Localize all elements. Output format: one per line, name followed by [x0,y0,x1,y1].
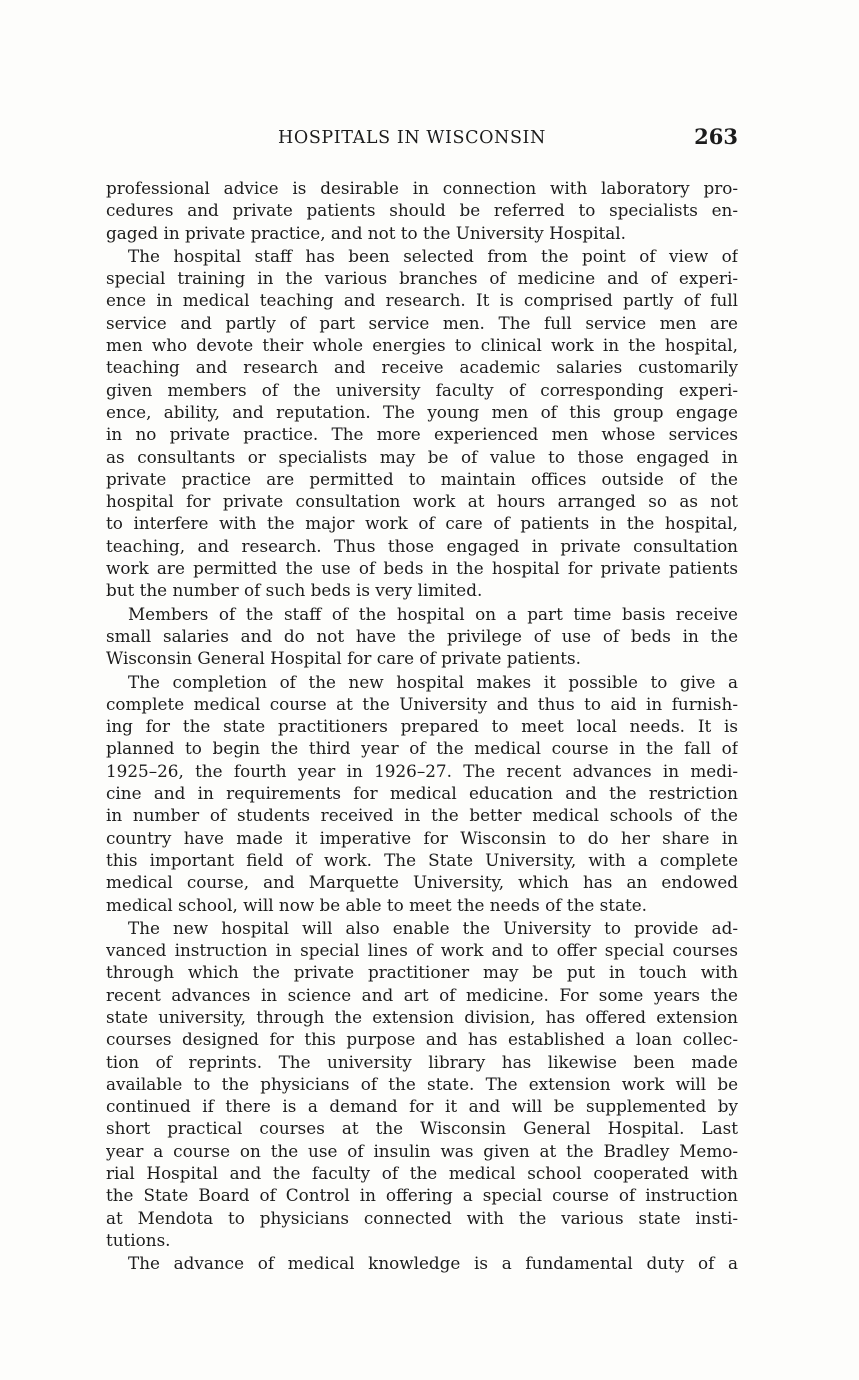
running-head [106,124,738,156]
text-line: vanced instruction in special lines of work and to offer special courses [106,940,738,961]
paragraph [106,603,738,670]
text-line: The new hospital will also enable the University to provide ad- [128,917,738,938]
text-line: courses designed for this purpose and has established a loan collec- [106,1029,738,1050]
text-line: medical school, will now be able to meet the needs of the state. [106,894,647,915]
text-line: cedures and private patients should be referred to specialists en- [106,200,738,221]
text-line: private practice are permitted to maintain offices outside of the [106,468,738,489]
text-line: continued if there is a demand for it and will be supplemented by [106,1096,738,1117]
text-line: men who devote their whole energies to clinical work in the hospital, [106,335,738,356]
paragraph [106,917,738,1251]
running-title: HOSPITALS IN WISCONSIN [278,128,546,148]
text-line: hospital for private consultation work at hours arranged so as not [106,491,738,512]
text-line: Wisconsin General Hospital for care of private patients. [106,648,581,669]
text-line: as consultants or specialists may be of value to those engaged in [106,446,738,467]
page-number: 263 [694,124,738,149]
paragraph [106,671,738,916]
text-line: cine and in requirements for medical education and the restriction [106,783,738,804]
text-line: short practical courses at the Wisconsin General Hospital. Last [106,1118,738,1139]
text-line: 1925–26, the fourth year in 1926–27. The recent advances in medi- [106,760,738,781]
text-line: complete medical course at the University and thus to aid in furnish- [106,693,738,714]
text-line: The advance of medical knowledge is a fundamental duty of a [128,1253,738,1274]
text-line: work are permitted the use of beds in the hospital for private patients [106,558,738,579]
text-line: small salaries and do not have the privilege of use of beds in the [106,625,738,646]
text-line: available to the physicians of the state. The extension work will be [106,1073,738,1094]
text-line: teaching and research and receive academic salaries customarily [106,357,738,378]
text-line: in no private practice. The more experienced men whose services [106,424,738,445]
text-line: tutions. [106,1229,171,1250]
text-line: the State Board of Control in offering a special course of instruction [106,1185,738,1206]
text-line: ing for the state practitioners prepared to meet local needs. It is [106,716,738,737]
text-line: planned to begin the third year of the medical course in the fall of [106,738,738,759]
text-line: recent advances in science and art of medicine. For some years the [106,984,738,1005]
text-line: service and partly of part service men. The full service men are [106,312,738,333]
text-line: The hospital staff has been selected from the point of view of [128,245,738,266]
text-line: medical course, and Marquette University, which has an endowed [106,872,738,893]
text-line: at Mendota to physicians connected with the various state insti- [106,1207,738,1228]
text-line: given members of the university faculty of corresponding experi- [106,379,738,400]
text-line: ence in medical teaching and research. It is comprised partly of full [106,290,738,311]
text-line: through which the private practitioner may be put in touch with [106,962,738,983]
text-line: ence, ability, and reputation. The young men of this group engage [106,401,738,422]
text-line: country have made it imperative for Wisconsin to do her share in [106,827,738,848]
text-line: in number of students received in the better medical schools of the [106,805,738,826]
text-line: rial Hospital and the faculty of the medical school cooperated with [106,1163,738,1184]
text-line: but the number of such beds is very limited. [106,580,483,601]
paragraph [106,177,738,244]
text-line: tion of reprints. The university library has likewise been made [106,1051,738,1072]
text-line: professional advice is desirable in connection with laboratory pro- [106,178,738,198]
text-line: Members of the staff of the hospital on a part time basis receive [128,603,738,624]
body-text [106,177,738,1276]
text-line: special training in the various branches of medicine and of experi- [106,268,738,289]
text-line: teaching, and research. Thus those engaged in private consultation [106,535,738,556]
text-line: gaged in private practice, and not to the University Hospital. [106,222,626,243]
text-line: this important field of work. The State University, with a complete [106,849,738,870]
text-line: year a course on the use of insulin was given at the Bradley Memo- [106,1140,738,1161]
text-line: state university, through the extension division, has offered extension [106,1006,738,1027]
text-line: to interfere with the major work of care of patients in the hospital, [106,513,738,534]
text-line: The completion of the new hospital makes it possible to give a [128,671,738,692]
paragraph [106,245,738,602]
paragraph [106,1252,738,1274]
